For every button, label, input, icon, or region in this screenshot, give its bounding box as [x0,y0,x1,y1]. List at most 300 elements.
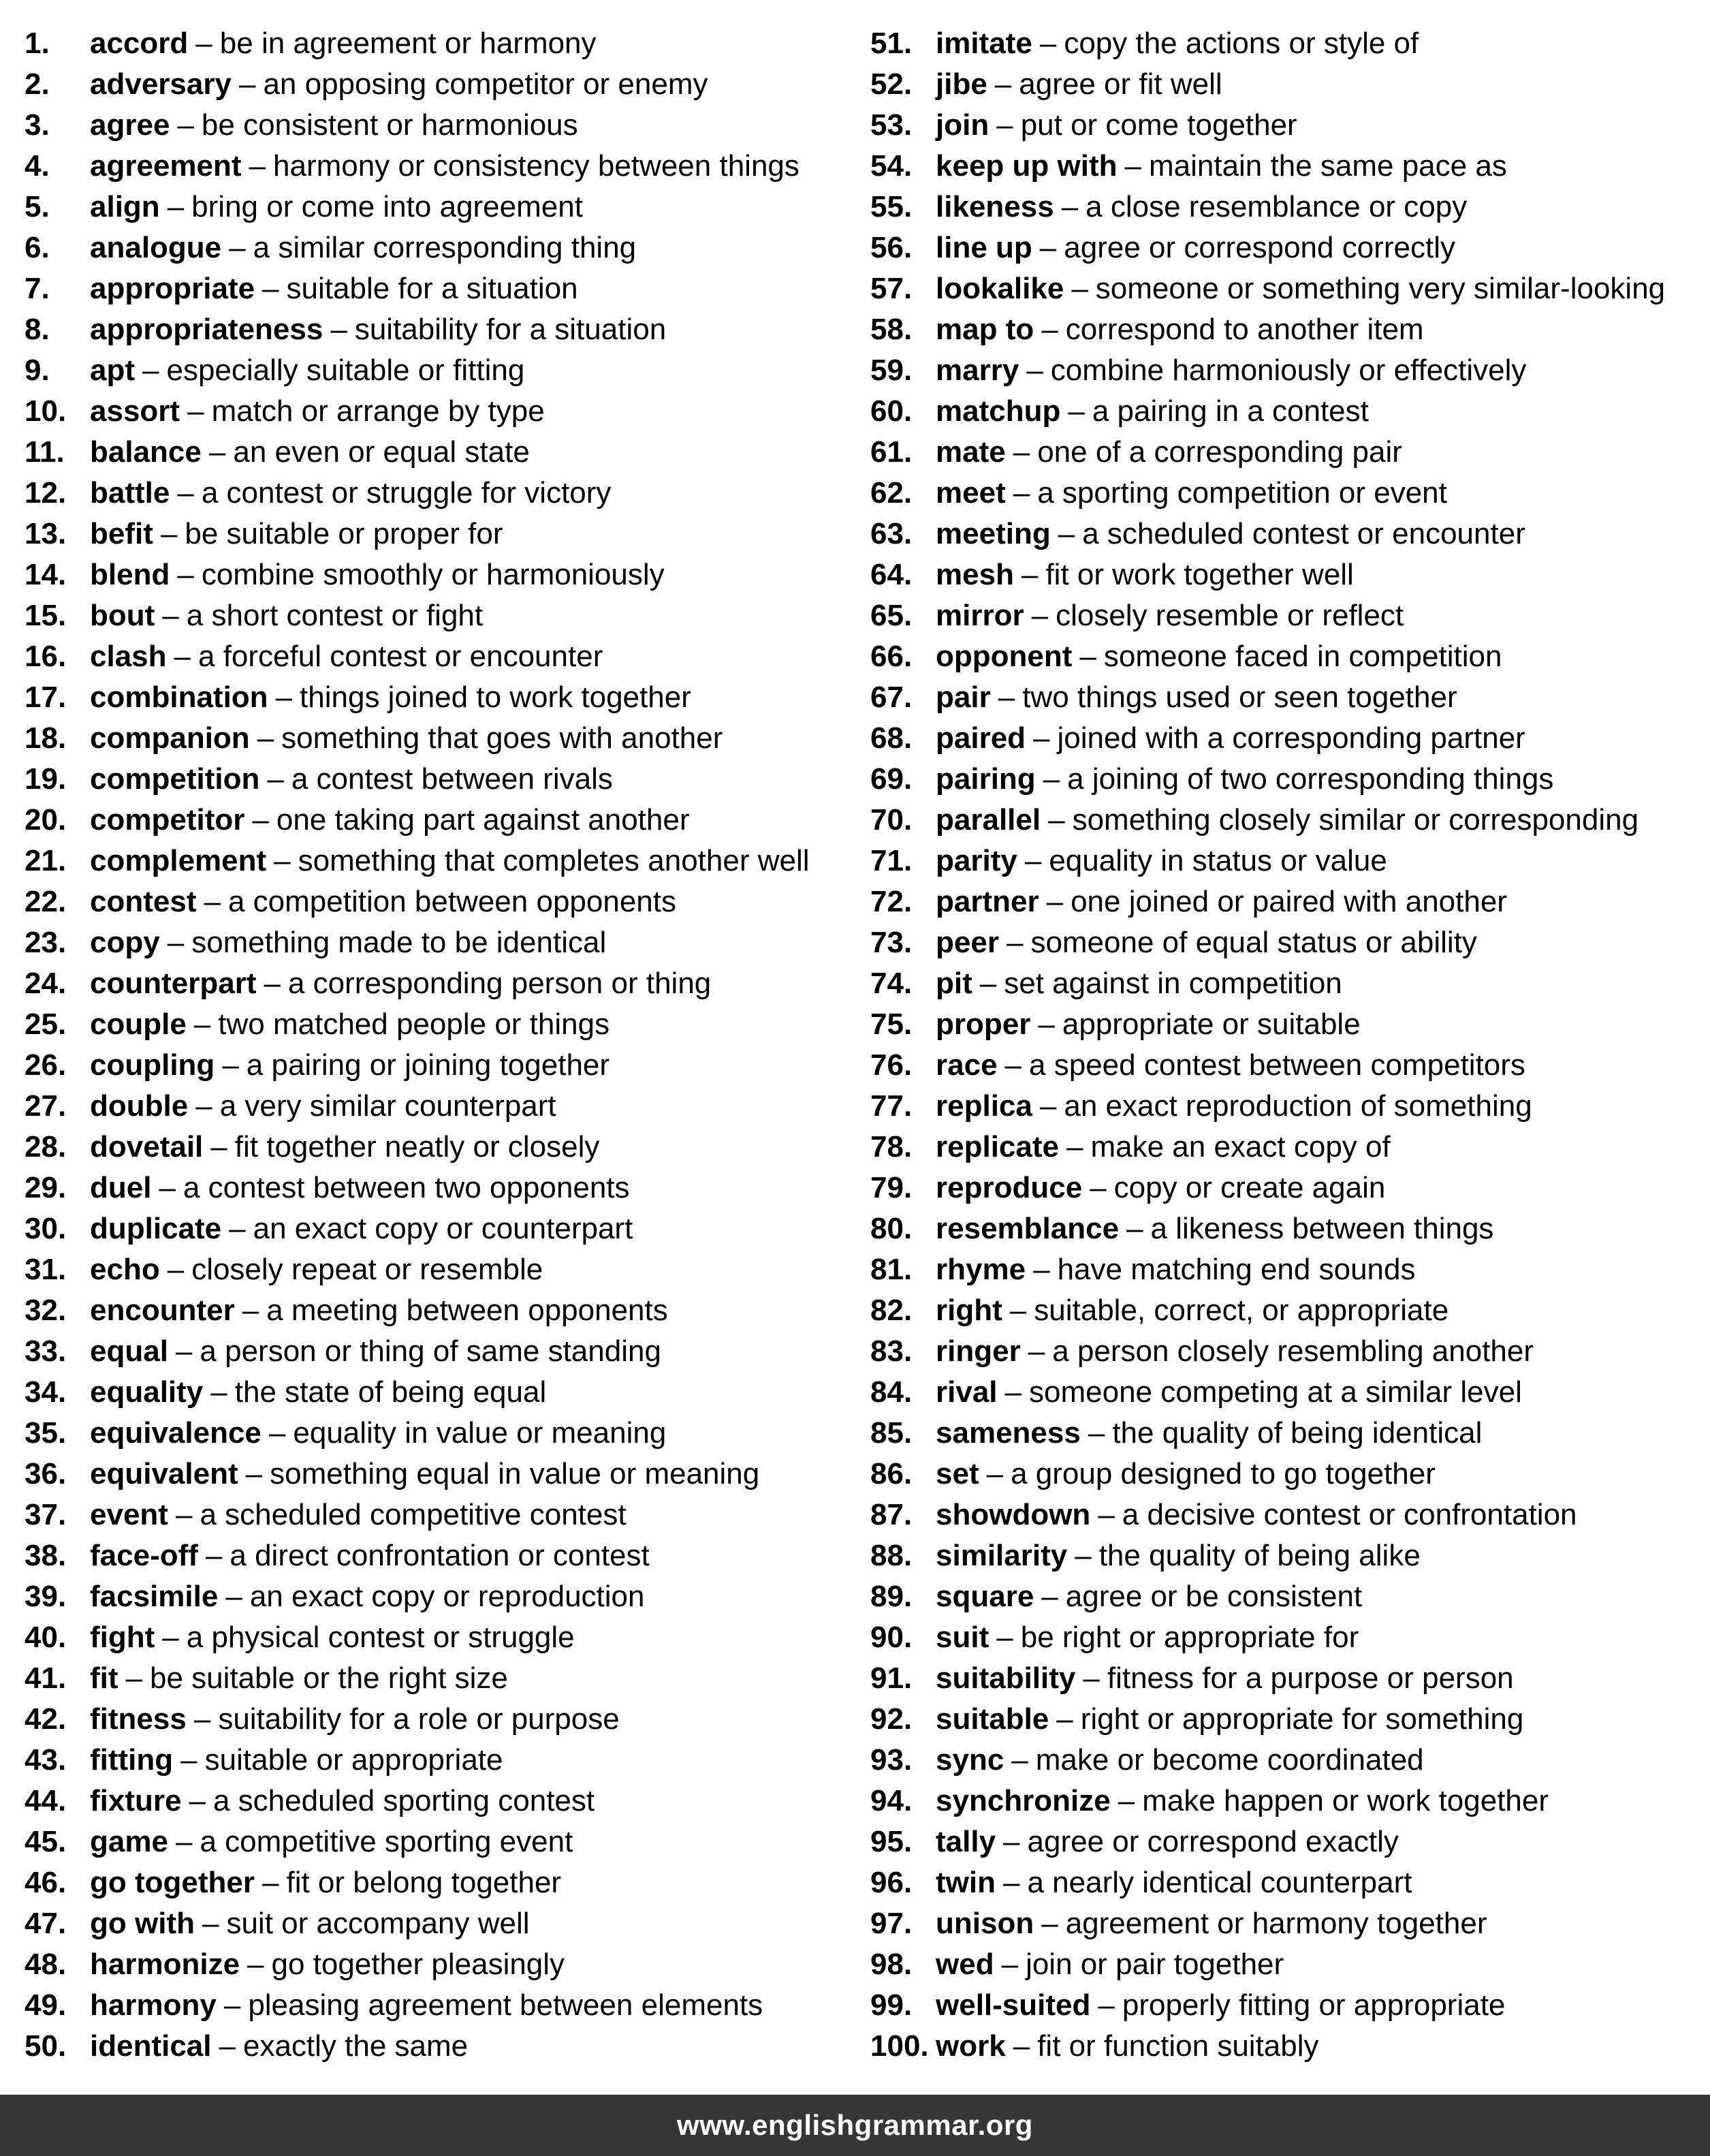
entry-word: accord [90,27,189,60]
entry-word: analogue [90,231,222,264]
word-entry [25,391,849,432]
entry-separator: – [1068,394,1085,428]
entry-word: resemblance [936,1212,1120,1245]
word-entry [870,64,1701,105]
entry-number: 3. [25,108,50,142]
entry-definition: two things used or seen together [1022,681,1457,714]
entry-number: 96. [870,1866,913,1899]
entry-word: fit [90,1661,118,1695]
entry-separator: – [1071,272,1088,305]
entry-separator: – [1066,1130,1083,1163]
word-entry [25,1372,849,1413]
entry-word: fight [90,1621,155,1654]
entry-word: equality [90,1375,204,1409]
word-entry [870,391,1701,432]
entry-word: appropriate [90,272,255,305]
entry-definition: a speed contest between competitors [1029,1048,1525,1082]
entry-word: mirror [936,599,1024,632]
entry-definition: fit or belong together [286,1866,562,1899]
entry-separator: – [162,1621,179,1654]
entry-number: 86. [870,1457,913,1490]
entry-word: opponent [936,640,1073,673]
entry-separator: – [1098,1498,1115,1531]
word-entry [870,1699,1701,1740]
entry-word: line up [936,231,1032,264]
entry-definition: combine smoothly or harmoniously [201,558,665,591]
entry-definition: an opposing competitor or enemy [263,67,708,101]
entry-word: couple [90,1007,187,1041]
entry-number: 85. [870,1416,913,1450]
entry-separator: – [274,844,291,877]
entry-word: twin [936,1866,996,1899]
entry-number: 7. [25,272,50,305]
entry-separator: – [1009,1294,1027,1327]
entry-separator: – [1011,1743,1028,1777]
word-entry [870,23,1701,64]
entry-number: 88. [870,1539,913,1572]
entry-definition: a scheduled sporting contest [212,1784,595,1817]
entry-word: duplicate [90,1212,222,1245]
entry-word: sync [936,1743,1004,1777]
entry-number: 52. [870,67,913,101]
entry-definition: maintain the same pace as [1148,149,1507,183]
entry-number: 64. [870,558,913,591]
entry-definition: one taking part against another [276,803,690,837]
entry-number: 49. [25,1988,67,2022]
entry-separator: – [177,558,194,591]
entry-number: 77. [870,1089,913,1123]
entry-number: 45. [25,1825,67,1858]
entry-word: suit [936,1621,989,1654]
entry-definition: something that goes with another [281,721,723,755]
entry-number: 57. [870,272,913,305]
entry-definition: a close resemblance or copy [1086,190,1468,223]
entry-number: 46. [25,1866,67,1899]
word-entry [870,1903,1701,1944]
entry-definition: a forceful contest or encounter [198,640,603,673]
entry-definition: a likeness between things [1150,1212,1494,1245]
entry-definition: agree or fit well [1019,67,1222,101]
entry-definition: a pairing or joining together [246,1048,610,1082]
entry-definition: the state of being equal [234,1375,547,1409]
word-entry [25,432,849,473]
entry-separator: – [986,1457,1004,1490]
entry-number: 23. [25,926,67,959]
word-entry [25,963,849,1004]
word-entry [870,105,1701,146]
word-entry [25,268,849,309]
entry-number: 34. [25,1375,67,1409]
entry-word: duel [90,1171,152,1204]
entry-separator: – [223,1988,241,2022]
entry-word: well-suited [936,1988,1091,2022]
entry-word: matchup [936,394,1061,428]
entry-word: sameness [936,1416,1081,1450]
entry-number: 31. [25,1253,67,1286]
entry-number: 33. [25,1334,67,1368]
entry-word: similarity [936,1539,1068,1572]
entry-separator: – [1126,1212,1143,1245]
word-entry [25,1454,849,1495]
entry-number: 44. [25,1784,67,1817]
entry-separator: – [1002,1866,1020,1899]
entry-number: 69. [870,762,913,796]
entry-word: contest [90,885,197,918]
entry-word: battle [90,476,170,510]
entry-word: meeting [936,517,1051,550]
entry-separator: – [208,435,226,469]
entry-definition: a person or thing of same standing [200,1334,661,1368]
entry-separator: – [257,721,274,755]
entry-word: pit [936,967,972,1000]
entry-word: wed [936,1948,994,1981]
entry-definition: equality in value or meaning [293,1416,667,1450]
entry-word: partner [936,885,1039,918]
entry-separator: – [1041,313,1058,346]
word-entry [25,2026,849,2067]
word-entry [870,1658,1701,1699]
entry-number: 92. [870,1702,913,1736]
entry-definition: a short contest or fight [186,599,484,632]
entry-number: 14. [25,558,67,591]
entry-number: 13. [25,517,67,550]
entry-definition: a meeting between opponents [266,1294,668,1327]
word-entry [870,2026,1701,2067]
entry-number: 16. [25,640,67,673]
entry-separator: – [1003,1825,1020,1858]
entry-separator: – [1048,803,1065,837]
entry-word: fitting [90,1743,174,1777]
entry-word: replica [936,1089,1032,1123]
word-entry [25,1822,849,1862]
entry-separator: – [1083,1661,1100,1695]
entry-definition: agree or correspond correctly [1064,231,1455,264]
word-entry [25,1862,849,1903]
word-list-column-right [870,23,1701,2067]
word-entry [25,881,849,922]
entry-definition: the quality of being alike [1098,1539,1421,1572]
entry-number: 78. [870,1130,913,1163]
entry-word: mesh [936,558,1014,591]
entry-definition: combine harmoniously or effectively [1050,354,1527,387]
entry-number: 71. [870,844,913,877]
entry-number: 74. [870,967,913,1000]
entry-number: 2. [25,67,50,101]
entry-number: 72. [870,885,913,918]
entry-definition: someone or something very similar-looking [1095,272,1666,305]
word-entry [870,554,1701,595]
entry-separator: – [180,1743,197,1777]
word-entry [870,268,1701,309]
entry-separator: – [267,762,284,796]
entry-number: 36. [25,1457,67,1490]
entry-definition: a corresponding person or thing [287,967,712,1000]
entry-separator: – [225,1580,242,1613]
entry-separator: – [195,1089,212,1123]
word-entry [870,1127,1701,1168]
entry-word: pairing [936,762,1036,796]
word-list-column-left [25,23,849,2067]
entry-word: rhyme [936,1253,1026,1286]
entry-separator: – [1075,1539,1092,1572]
entry-word: ringer [936,1334,1021,1368]
entry-word: likeness [936,190,1054,223]
entry-number: 30. [25,1212,67,1245]
word-entry [25,1781,849,1822]
entry-word: synchronize [936,1784,1111,1817]
entry-word: balance [90,435,202,469]
entry-word: copy [90,926,160,959]
entry-number: 67. [870,681,913,714]
entry-number: 83. [870,1334,913,1368]
footer-url[interactable]: www.englishgrammar.org [677,2109,1033,2141]
entry-separator: – [996,108,1013,142]
entry-number: 99. [870,1988,913,2022]
entry-number: 84. [870,1375,913,1409]
word-entry [25,922,849,963]
entry-separator: – [1041,1907,1058,1940]
entry-number: 37. [25,1498,67,1531]
entry-definition: an exact copy or counterpart [253,1212,633,1245]
word-entry [25,1127,849,1168]
entry-word: equivalent [90,1457,238,1490]
entry-definition: one of a corresponding pair [1037,435,1402,469]
word-entry [25,350,849,391]
entry-separator: – [1088,1416,1105,1450]
entry-separator: – [174,640,191,673]
entry-definition: harmony or consistency between things [273,149,799,183]
entry-separator: – [210,1375,227,1409]
word-entry [870,841,1701,881]
entry-separator: – [1118,1784,1135,1817]
entry-definition: something closely similar or corresponding [1072,803,1639,837]
entry-number: 59. [870,354,913,387]
entry-number: 1. [25,27,50,60]
entry-word: fitness [90,1702,187,1736]
entry-definition: appropriate or suitable [1062,1007,1361,1041]
entry-definition: set against in competition [1004,967,1342,1000]
entry-definition: be suitable or proper for [185,517,503,550]
entry-definition: equality in status or value [1049,844,1387,877]
word-entry [870,1576,1701,1617]
entry-definition: a competitive sporting event [200,1825,573,1858]
entry-separator: – [222,1048,239,1082]
entry-number: 43. [25,1743,67,1777]
entry-word: replicate [936,1130,1059,1163]
entry-separator: – [193,1007,211,1041]
entry-definition: a joining of two corresponding things [1067,762,1554,796]
word-entry [870,187,1701,228]
entry-separator: – [1026,354,1043,387]
entry-number: 100. [870,2029,929,2063]
entry-definition: a similar corresponding thing [253,231,637,264]
entry-separator: – [1021,558,1039,591]
entry-definition: a competition between opponents [227,885,676,918]
entry-word: game [90,1825,168,1858]
entry-separator: – [204,885,221,918]
entry-word: join [936,108,989,142]
entry-separator: – [202,1907,219,1940]
entry-separator: – [162,599,179,632]
entry-separator: – [242,1294,259,1327]
entry-definition: pleasing agreement between elements [248,1988,763,2022]
entry-separator: – [177,108,194,142]
entry-number: 75. [870,1007,913,1041]
entry-separator: – [1039,231,1057,264]
word-entry [25,800,849,841]
entry-separator: – [159,1171,176,1204]
entry-word: assort [90,394,180,428]
entry-number: 38. [25,1539,67,1572]
word-entry [870,922,1701,963]
entry-number: 21. [25,844,67,877]
entry-separator: – [193,1702,211,1736]
entry-number: 25. [25,1007,67,1041]
entry-separator: – [1028,1334,1045,1368]
entry-word: competitor [90,803,245,837]
word-entry [870,1168,1701,1208]
word-entry [25,1331,849,1372]
entry-separator: – [167,926,185,959]
word-entry [25,595,849,636]
entry-number: 68. [870,721,913,755]
entry-definition: make happen or work together [1142,1784,1549,1817]
entry-word: face-off [90,1539,198,1572]
entry-word: mate [936,435,1006,469]
entry-number: 26. [25,1048,67,1082]
entry-definition: a contest between rivals [291,762,613,796]
word-entry [870,718,1701,759]
entry-number: 19. [25,762,67,796]
entry-number: 18. [25,721,67,755]
entry-separator: – [1038,1007,1055,1041]
entry-word: paired [936,721,1026,755]
word-entry [870,1535,1701,1576]
entry-number: 60. [870,394,913,428]
entry-definition: fitness for a purpose or person [1107,1661,1514,1695]
entry-separator: – [998,681,1015,714]
word-entry [870,1985,1701,2026]
entry-number: 54. [870,149,913,183]
entry-number: 28. [25,1130,67,1163]
entry-separator: – [1004,1048,1022,1082]
entry-definition: bring or come into agreement [191,190,583,223]
word-entry [25,514,849,554]
word-entry [25,1045,849,1086]
entry-definition: something made to be identical [191,926,607,959]
entry-number: 81. [870,1253,913,1286]
word-entry [25,1249,849,1290]
entry-word: dovetail [90,1130,204,1163]
word-entry [25,1208,849,1249]
entry-definition: an even or equal state [233,435,530,469]
entry-separator: – [205,1539,223,1572]
word-entry [25,1086,849,1127]
entry-separator: – [245,1457,263,1490]
word-entry [25,1903,849,1944]
entry-number: 93. [870,1743,913,1777]
word-entry [870,1740,1701,1781]
word-entry [25,554,849,595]
entry-separator: – [1031,599,1049,632]
entry-word: equivalence [90,1416,262,1450]
entry-number: 50. [25,2029,67,2063]
entry-word: clash [90,640,167,673]
entry-word: go together [90,1866,255,1899]
entry-number: 76. [870,1048,913,1082]
word-entry [870,432,1701,473]
entry-definition: correspond to another item [1065,313,1424,346]
entry-separator: – [1024,844,1042,877]
entry-word: event [90,1498,168,1531]
word-entry [870,514,1701,554]
entry-number: 90. [870,1621,913,1654]
word-entry [870,1495,1701,1535]
entry-word: right [936,1294,1002,1327]
entry-definition: be consistent or harmonious [201,108,578,142]
entry-definition: agreement or harmony together [1065,1907,1487,1940]
word-entry [870,1045,1701,1086]
entry-word: parity [936,844,1017,877]
entry-definition: closely resemble or reflect [1056,599,1404,632]
entry-separator: – [262,272,279,305]
word-entry [25,1535,849,1576]
entry-definition: closely repeat or resemble [191,1253,543,1286]
entry-number: 6. [25,231,50,264]
word-entry [870,1249,1701,1290]
entry-number: 17. [25,681,67,714]
entry-separator: – [1043,762,1060,796]
word-entry [870,800,1701,841]
entry-separator: – [1013,476,1030,510]
entry-separator: – [1046,885,1064,918]
entry-number: 40. [25,1621,67,1654]
entry-word: agree [90,108,170,142]
entry-definition: agree or be consistent [1065,1580,1363,1613]
word-entry [870,1372,1701,1413]
entry-separator: – [238,67,256,101]
word-entry [870,1822,1701,1862]
word-entry [870,1454,1701,1495]
entry-definition: a pairing in a contest [1092,394,1369,428]
entry-definition: one joined or paired with another [1071,885,1507,918]
entry-word: harmonize [90,1948,240,1981]
entry-separator: – [1041,1580,1058,1613]
entry-separator: – [1033,1253,1050,1286]
word-entry [870,473,1701,514]
entry-separator: – [330,313,347,346]
entry-number: 73. [870,926,913,959]
word-entry [25,1004,849,1045]
entry-definition: suitable, correct, or appropriate [1034,1294,1449,1327]
entry-number: 66. [870,640,913,673]
entry-word: proper [936,1007,1031,1041]
word-entry [25,309,849,350]
entry-word: bout [90,599,155,632]
word-entry [870,1086,1701,1127]
entry-definition: match or arrange by type [211,394,545,428]
entry-separator: – [219,2029,236,2063]
entry-number: 10. [25,394,67,428]
entry-definition: a very similar counterpart [219,1089,556,1123]
entry-word: equal [90,1334,168,1368]
entry-separator: – [1098,1988,1115,2022]
entry-word: race [936,1048,998,1082]
entry-definition: especially suitable or fitting [166,354,525,387]
entry-number: 95. [870,1825,913,1858]
entry-number: 80. [870,1212,913,1245]
word-entry [25,677,849,718]
